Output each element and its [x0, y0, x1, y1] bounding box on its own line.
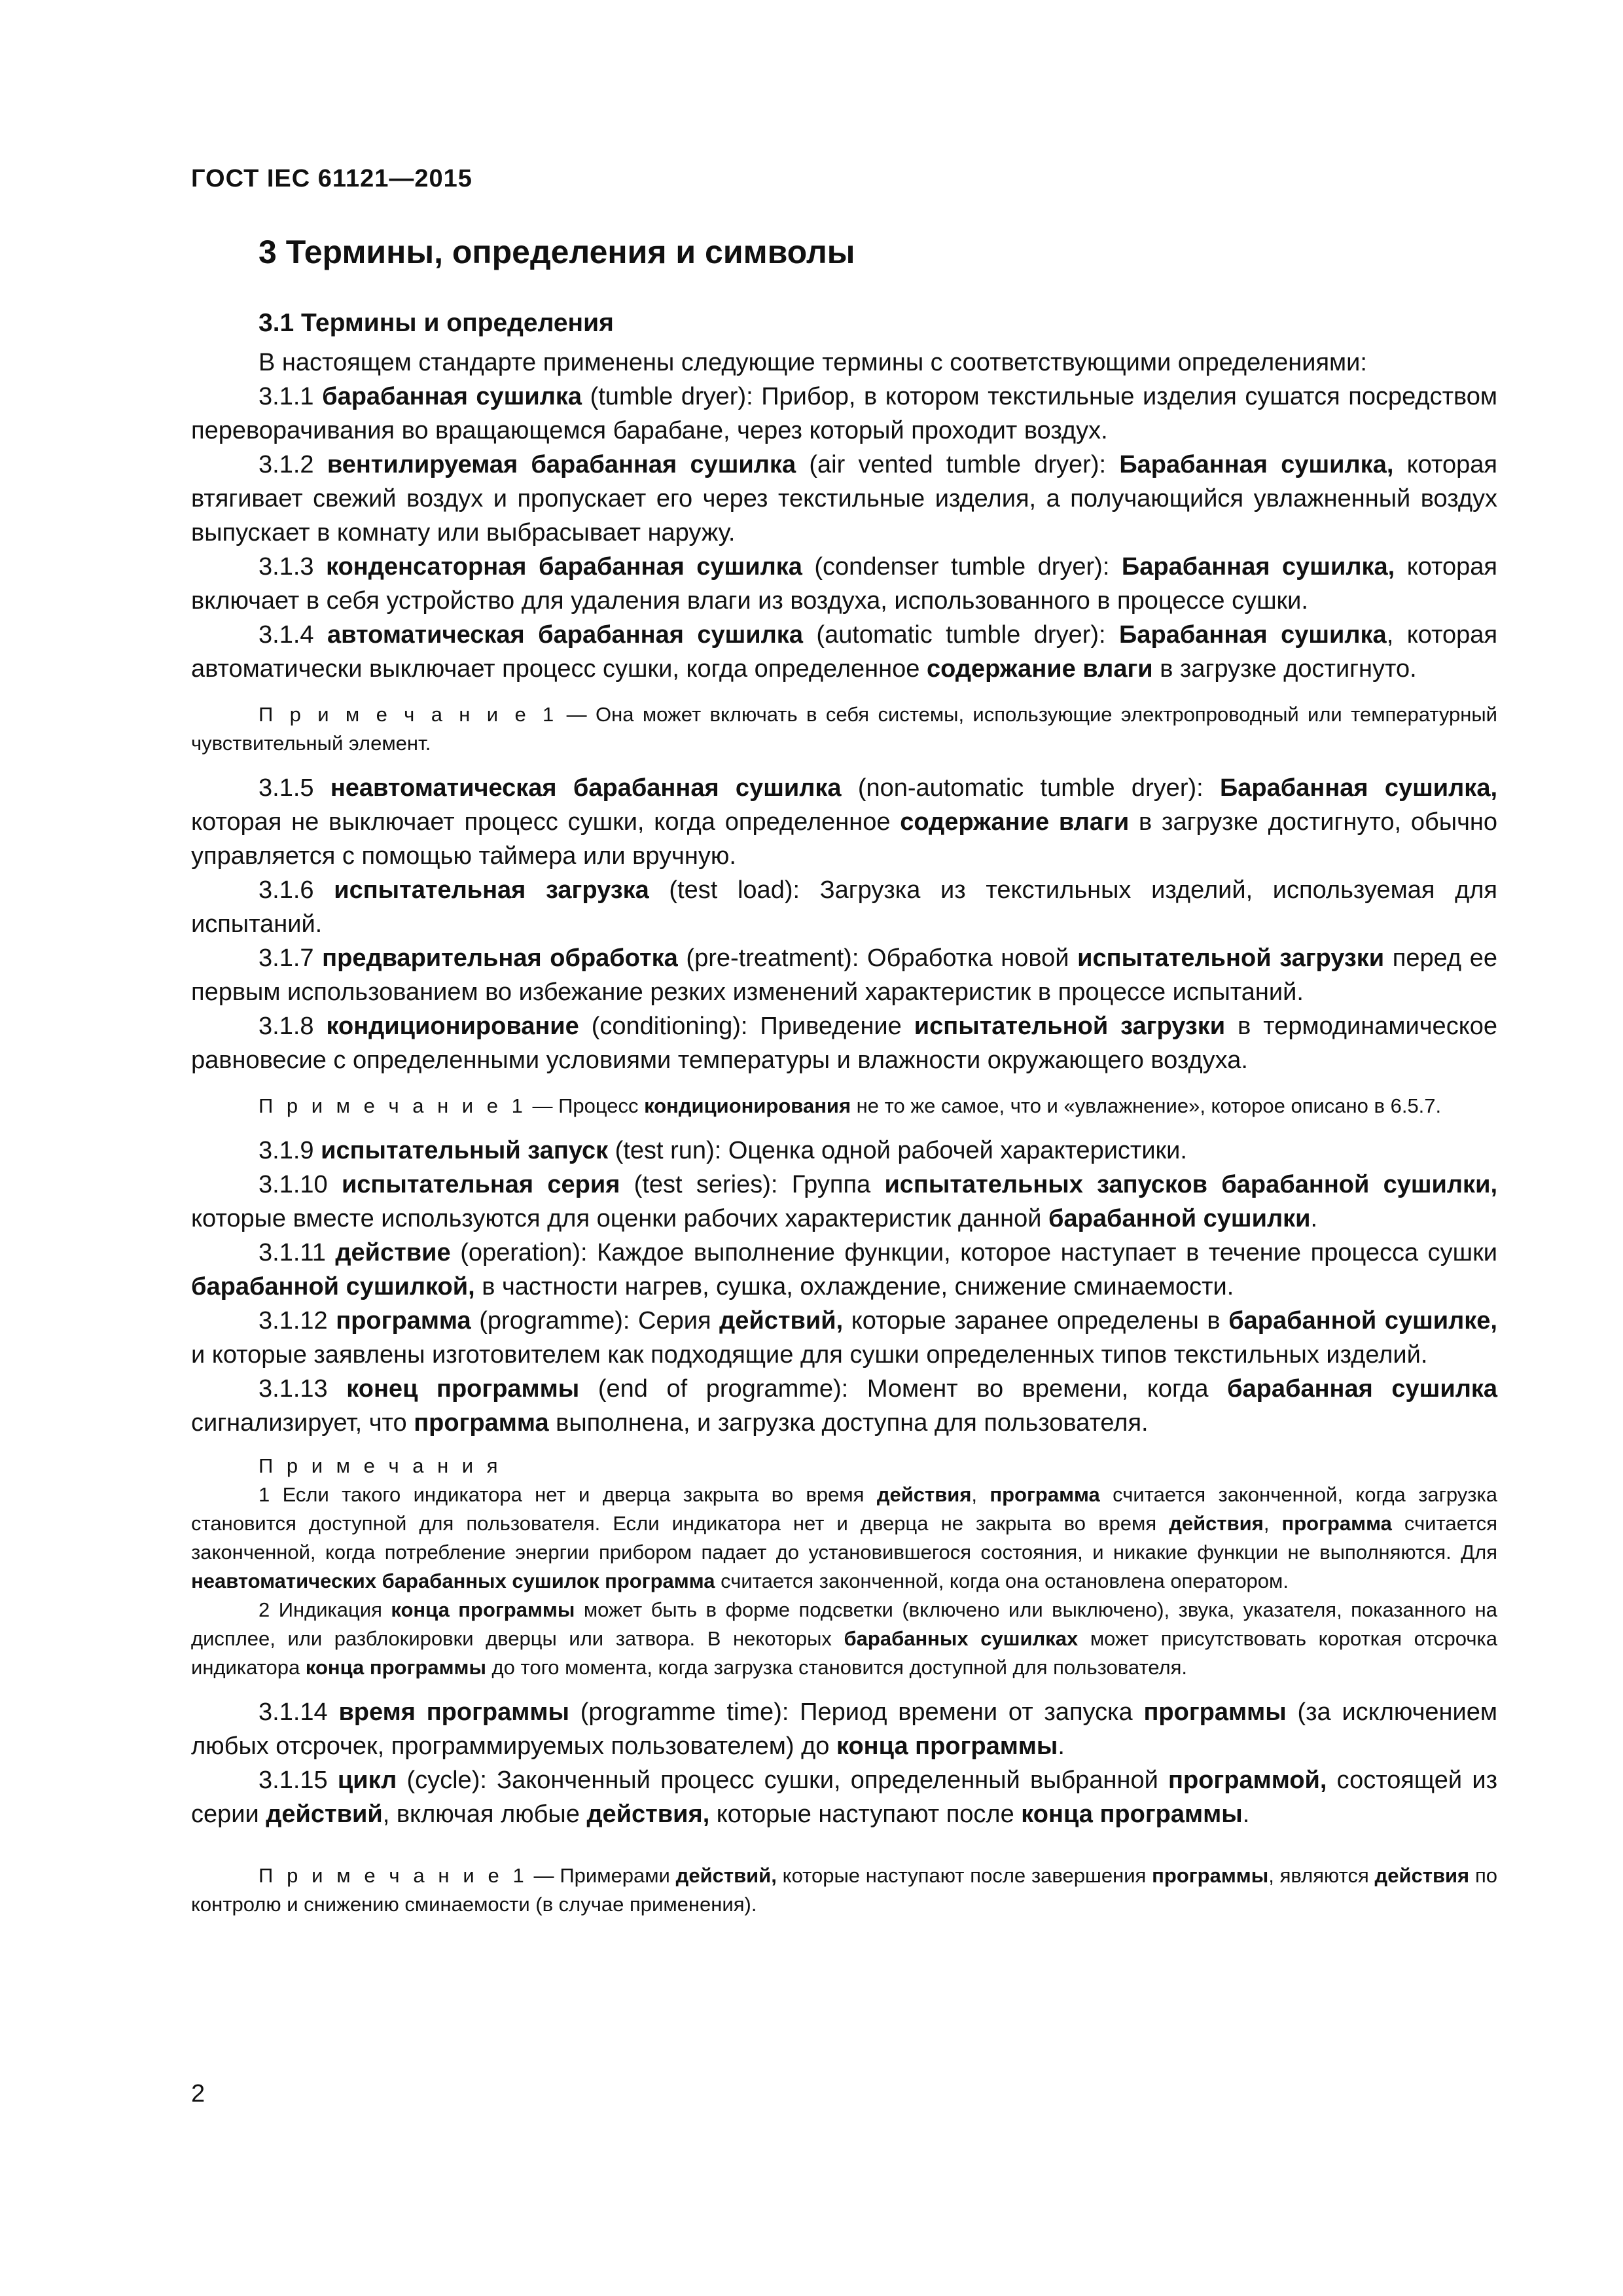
term-name: барабанная сушилка	[322, 383, 582, 410]
term-name: испытательная загрузка	[334, 876, 649, 904]
note-reference: конца программы	[391, 1598, 575, 1621]
term-definition: в термодинамическое равновесие с определенными условиями температуры и влажности окружающего воздуха.	[191, 1013, 1498, 1074]
note-reference: кондиционирования	[644, 1094, 851, 1117]
term-reference: Барабанная сушилка,	[1121, 553, 1395, 581]
term-name: время программы	[338, 1698, 569, 1726]
note-text: — Примерами	[527, 1864, 676, 1887]
term-reference: содержание влаги	[926, 655, 1153, 683]
note-item-1	[191, 1480, 1497, 1596]
term-definition: состоящей из серии	[191, 1767, 1497, 1828]
term-definition: , которая автоматически выключает процесс сушки, когда определенное	[191, 621, 1498, 683]
term-3-1-1	[191, 380, 1497, 448]
term-3-1-12	[191, 1304, 1497, 1372]
note-reference: программы	[1152, 1864, 1269, 1887]
term-definition: которая включает в себя устройство для удаления влаги из воздуха, использованного в процессе сушки.	[191, 553, 1498, 615]
term-english: (cycle):	[397, 1767, 497, 1794]
term-3-1-11	[191, 1236, 1497, 1304]
term-reference: Барабанная сушилка,	[1119, 451, 1394, 478]
term-definition: Момент во времени, когда	[866, 1375, 1228, 1403]
term-number: 3.1.1	[259, 383, 314, 410]
note-text: считается законченной, когда загрузка становится доступной для пользователя. Если индикатора нет и дверца не закрыта во время	[191, 1483, 1497, 1535]
term-english: (pre-treatment):	[677, 944, 868, 972]
section-title: 3 Термины, определения и символы	[259, 234, 855, 270]
term-number: 3.1.12	[259, 1307, 328, 1335]
term-definition: Серия	[638, 1307, 720, 1335]
term-reference: Барабанная сушилка	[1119, 621, 1387, 649]
term-definition: .	[1242, 1801, 1250, 1828]
note-text: считается законченной, когда она остановлена оператором.	[715, 1570, 1289, 1592]
note-reference: программа	[990, 1483, 1100, 1506]
term-definition: которая втягивает свежий воздух и пропускает его через текстильные изделия, а получающийся увлажненный воздух выпускает в комнату или выбрасывает наружу.	[191, 451, 1497, 547]
note-text: может быть в форме подсветки (включено или выключено), звука, указателя, показанного на дисплее, или разблокировки дверцы или затвора. В некоторых	[191, 1598, 1497, 1650]
note-text: не то же самое, что и «увлажнение», которое описано в 6.5.7.	[851, 1094, 1442, 1117]
term-english: (programme time):	[569, 1698, 800, 1726]
term-definition: Обработка новой	[867, 944, 1078, 972]
term-3-1-10	[191, 1168, 1497, 1236]
term-reference: Барабанная сушилка,	[1219, 774, 1498, 802]
term-english: (test load):	[649, 876, 820, 904]
term-definition: Каждое выполнение функции, которое наступает в течение процесса сушки	[597, 1239, 1497, 1266]
note-reference: барабанных сушилках	[844, 1627, 1079, 1650]
term-number: 3.1.4	[259, 621, 314, 649]
term-definition: перед ее первым использованием во избежание резких изменений характеристик в процессе испытаний.	[191, 944, 1497, 1006]
term-reference: испытательных запусков барабанной сушилки,	[884, 1171, 1497, 1198]
term-definition: которая не выключает процесс сушки, когда определенное	[191, 808, 901, 836]
term-3-1-7	[191, 941, 1497, 1009]
term-definition: Законченный процесс сушки, определенный выбранной	[497, 1767, 1169, 1794]
term-definition: которые вместе используются для оценки рабочих характеристик данной	[191, 1205, 1049, 1232]
term-reference: программы	[1143, 1698, 1287, 1726]
note-reference: неавтоматических барабанных сушилок программа	[191, 1570, 715, 1592]
note-text: ,	[971, 1483, 990, 1506]
term-definition: , включая любые	[382, 1801, 587, 1828]
term-number: 3.1.8	[259, 1013, 314, 1040]
term-reference: барабанная сушилка	[1227, 1375, 1497, 1403]
note-3-1-8	[191, 1092, 1497, 1121]
term-name: вентилируемая барабанная сушилка	[327, 451, 796, 478]
term-reference: программа	[414, 1409, 549, 1437]
term-3-1-6	[191, 873, 1497, 941]
term-english: (non-automatic tumble dryer):	[841, 774, 1220, 802]
term-reference: действий	[266, 1801, 383, 1828]
term-reference: испытательной загрузки	[1077, 944, 1385, 972]
note-label: П р и м е ч а н и е 1	[259, 1864, 528, 1887]
note-3-1-4	[191, 700, 1497, 758]
term-definition: выполнена, и загрузка доступна для пользователя.	[548, 1409, 1149, 1437]
note-text: 2 Индикация	[259, 1598, 391, 1621]
term-name: конденсаторная барабанная сушилка	[326, 553, 802, 581]
term-english: (test series):	[620, 1171, 792, 1198]
page-number: 2	[191, 2080, 205, 2108]
note-text: , являются	[1268, 1864, 1375, 1887]
document-body	[191, 306, 1497, 1932]
term-name: кондиционирование	[326, 1013, 579, 1040]
note-reference: конца программы	[305, 1656, 486, 1679]
term-name: действие	[335, 1239, 451, 1266]
term-name: автоматическая барабанная сушилка	[327, 621, 803, 649]
term-name: программа	[336, 1307, 471, 1335]
term-name: испытательная серия	[341, 1171, 620, 1198]
term-number: 3.1.3	[259, 553, 314, 581]
term-3-1-4	[191, 618, 1497, 686]
note-label: П р и м е ч а н и е 1	[259, 703, 558, 726]
term-3-1-2	[191, 448, 1497, 550]
term-reference: барабанной сушилки	[1048, 1205, 1311, 1232]
term-number: 3.1.9	[259, 1137, 314, 1164]
note-text: 1 Если такого индикатора нет и дверца закрыта во время	[259, 1483, 877, 1506]
term-english: (automatic tumble dryer):	[802, 621, 1120, 649]
note-text: — Она может включать в себя системы, использующие электропроводный или температурный чувствительный элемент.	[191, 703, 1497, 755]
term-number: 3.1.2	[259, 451, 314, 478]
term-3-1-3	[191, 550, 1497, 618]
term-name: неавтоматическая барабанная сушилка	[330, 774, 842, 802]
term-number: 3.1.11	[259, 1239, 326, 1266]
note-reference: программа	[1281, 1512, 1392, 1535]
term-number: 3.1.10	[259, 1171, 328, 1198]
intro-paragraph: В настоящем стандарте применены следующие термины с соответствующими определениями:	[259, 349, 1367, 376]
term-name: конец программы	[346, 1375, 580, 1403]
term-reference: барабанной сушилке,	[1228, 1307, 1497, 1335]
note-text: — Процесс	[526, 1094, 645, 1117]
note-text: которые наступают после завершения	[776, 1864, 1152, 1887]
term-reference: конца программы	[1021, 1801, 1243, 1828]
term-english: (conditioning):	[579, 1013, 760, 1040]
note-text: считается законченной, когда потребление энергии прибором падает до установившегося состояния, и никакие функции не выполняются. Для	[191, 1512, 1497, 1564]
term-name: предварительная обработка	[322, 944, 678, 972]
term-english: (programme):	[471, 1307, 639, 1335]
term-3-1-15	[191, 1763, 1497, 1831]
notes-label-text: П р и м е ч а н и я	[259, 1454, 502, 1477]
term-number: 3.1.7	[259, 944, 314, 972]
term-definition: .	[1310, 1205, 1318, 1232]
subsection-title: 3.1 Термины и определения	[259, 309, 614, 337]
term-reference: действий,	[719, 1307, 844, 1335]
term-reference: конца программы	[836, 1732, 1058, 1760]
notes-label	[191, 1452, 1497, 1480]
term-number: 3.1.13	[259, 1375, 328, 1403]
note-reference: действия	[876, 1483, 972, 1506]
term-definition: и которые заявлены изготовителем как подходящие для сушки определенных типов текстильных изделий.	[191, 1341, 1428, 1369]
term-definition: Группа	[791, 1171, 885, 1198]
note-text: может присутствовать короткая отсрочка индикатора	[191, 1627, 1497, 1679]
term-english: (tumble dryer):	[582, 383, 762, 410]
term-3-1-8	[191, 1009, 1497, 1077]
term-definition: в загрузке достигнуто.	[1152, 655, 1417, 683]
note-reference: действий,	[675, 1864, 777, 1887]
term-name: испытательный запуск	[321, 1137, 609, 1164]
term-name: цикл	[337, 1767, 397, 1794]
note-3-1-15	[191, 1861, 1497, 1919]
term-3-1-9	[191, 1134, 1497, 1168]
note-reference: действия	[1374, 1864, 1470, 1887]
term-definition: Приведение	[760, 1013, 914, 1040]
term-definition: (за исключением любых отсрочек, программируемых пользователем) до	[191, 1698, 1497, 1760]
term-reference: действия,	[586, 1801, 710, 1828]
term-reference: испытательной загрузки	[914, 1013, 1226, 1040]
note-label: П р и м е ч а н и е 1	[259, 1094, 527, 1117]
term-definition: .	[1058, 1732, 1065, 1760]
term-definition: Прибор, в котором текстильные изделия сушатся посредством переворачивания во вращающемся барабане, через который проходит воздух.	[191, 383, 1498, 444]
term-definition: в частности нагрев, сушка, охлаждение, снижение сминаемости.	[474, 1273, 1234, 1300]
term-definition: сигнализирует, что	[191, 1409, 414, 1437]
term-definition: которые заранее определены в	[843, 1307, 1229, 1335]
notes-3-1-13	[191, 1452, 1497, 1682]
term-reference: барабанной сушилкой,	[191, 1273, 475, 1300]
term-english: (condenser tumble dryer):	[802, 553, 1122, 581]
term-definition: в загрузке достигнуто, обычно управляется с помощью таймера или вручную.	[191, 808, 1497, 870]
term-english: (air vented tumble dryer):	[796, 451, 1120, 478]
term-english: (test run):	[608, 1137, 728, 1164]
term-definition: Период времени от запуска	[800, 1698, 1144, 1726]
term-3-1-5	[191, 771, 1497, 873]
note-item-2	[191, 1596, 1497, 1682]
note-text: ,	[1263, 1512, 1282, 1535]
term-3-1-14	[191, 1695, 1497, 1763]
term-definition: Загрузка из текстильных изделий, используемая для испытаний.	[191, 876, 1498, 938]
term-3-1-13	[191, 1372, 1497, 1440]
note-text: по контролю и снижению сминаемости (в случае применения).	[191, 1864, 1497, 1916]
term-definition: которые наступают после	[709, 1801, 1022, 1828]
term-reference: программой,	[1168, 1767, 1327, 1794]
term-number: 3.1.5	[259, 774, 314, 802]
term-english: (operation):	[450, 1239, 597, 1266]
term-number: 3.1.14	[259, 1698, 328, 1726]
term-number: 3.1.15	[259, 1767, 328, 1794]
term-number: 3.1.6	[259, 876, 314, 904]
note-text: до того момента, когда загрузка становится доступной для пользователя.	[486, 1656, 1188, 1679]
note-reference: действия	[1169, 1512, 1264, 1535]
term-reference: содержание влаги	[900, 808, 1130, 836]
term-english: (end of programme):	[579, 1375, 867, 1403]
term-definition: Оценка одной рабочей характеристики.	[728, 1137, 1187, 1164]
standard-id-header: ГОСТ IEC 61121—2015	[191, 165, 473, 192]
